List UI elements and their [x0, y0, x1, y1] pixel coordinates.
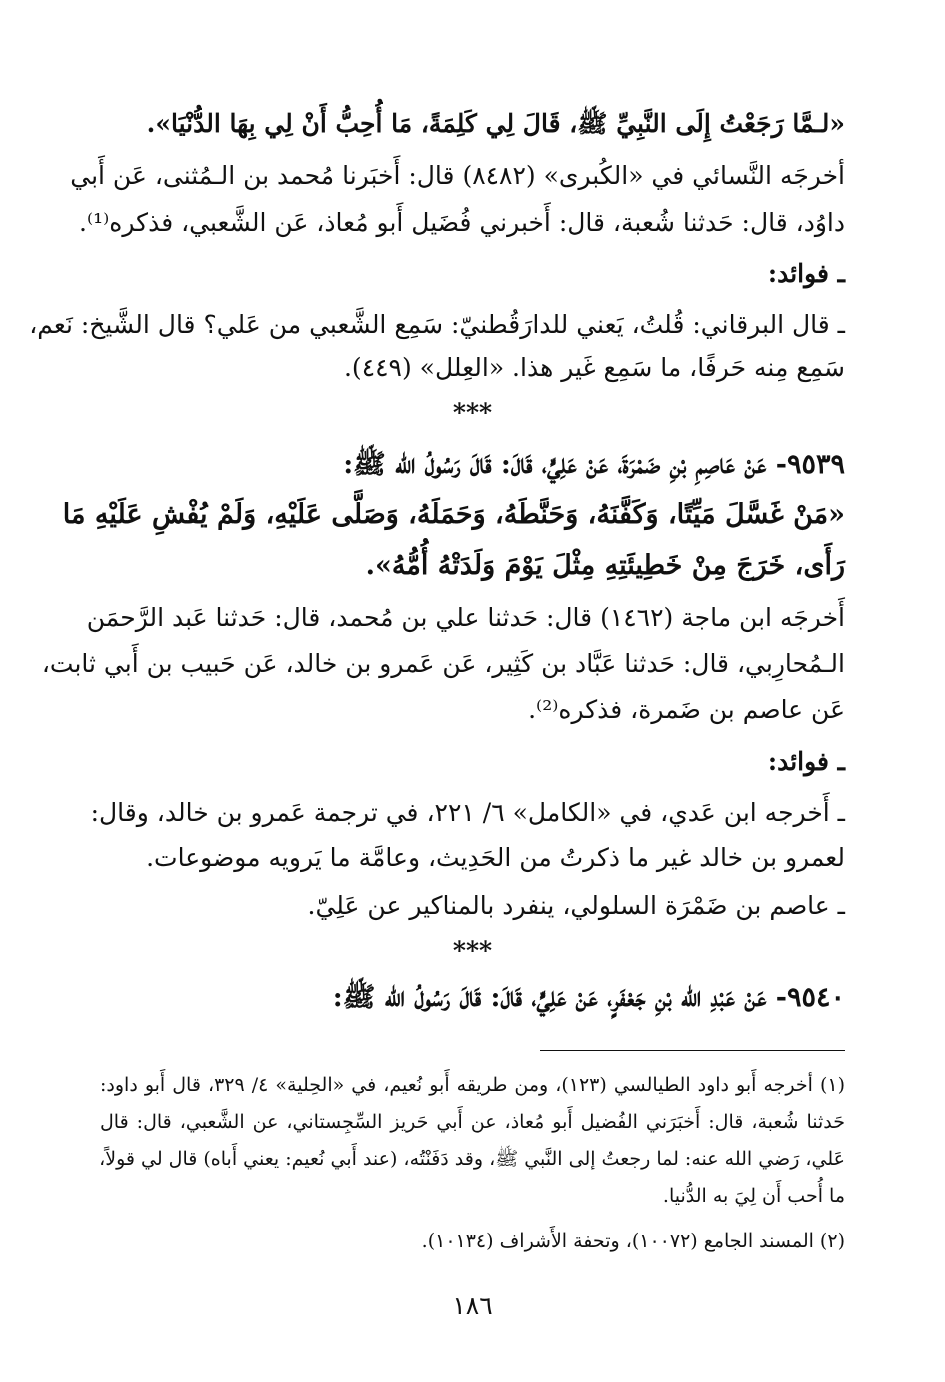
footnote-line: (٢) المسند الجامع (١٠٠٧٢)، وتحفة الأَشراف (١٠١٣٤). — [421, 1230, 845, 1252]
footnote-line: ما أُحب أَن لِيَ به الدُّنيا. — [662, 1185, 845, 1207]
section-heading: ـ فوائد: — [767, 747, 845, 776]
separator-stars: *** — [452, 398, 493, 427]
section-heading: ـ فوائد: — [767, 259, 845, 288]
text-line: الـمُحارِبي، قال: حَدثنا عَبَّاد بن كَثِير، عَن عَمرو بن خالد، عَن حَبيب بن أَبي ثابت، — [41, 649, 845, 678]
separator-stars: *** — [452, 936, 493, 965]
hadith-text-line: «مَنْ غَسَّلَ مَيِّتًا، وَكَفَّنَهُ، وَحَنَّطَهُ، وَحَمَلَهُ، وَصَلَّى عَلَيْهِ، وَلَمْ يُفْشِ عَلَيْهِ مَا — [62, 499, 845, 530]
page-number: ١٨٦ — [452, 1291, 493, 1320]
hadith-heading: ٩٥٤٠- عَنْ عَبْدِ الله بْنِ جَعْفَرٍ، عَنْ عَلِيٍّ، قَالَ: قَالَ رَسُولُ الله ﷺ: — [332, 982, 845, 1013]
quote-line: «لـمَّا رَجَعْتُ إِلَى النَّبِيِّ ﷺ، قَالَ لِي كَلِمَةً، مَا أُحِبُّ أَنْ لِي بِهَا الدُّنْيَا». — [146, 109, 845, 138]
text-line: أَخرجَه ابن ماجة (١٤٦٢) قال: حَدثنا علي بن مُحمد، قال: حَدثنا عَبد الرَّحمَن — [86, 603, 845, 632]
hadith-text-line: رَأَى، خَرَجَ مِنْ خَطِيئَتِهِ مِثْلَ يَوْمَ وَلَدَتْهُ أُمُّهُ». — [365, 550, 845, 581]
text-line: ـ قال البرقاني: قُلتُ، يَعني للدارَقُطنيّ: سَمِع الشَّعبي من عَلي؟ قال الشَّيخ: نَعم، — [29, 310, 845, 339]
text-line: ـ عاصم بن ضَمْرَة السلولي، ينفرد بالمناكير عن عَلِيّ. — [307, 891, 845, 920]
text-line: داوُد، قال: حَدثنا شُعبة، قال: أَخبرني فُضَيل أَبو مُعاذ، عَن الشَّعبي، فذكره⁽¹⁾. — [79, 208, 845, 237]
footnote-rule — [540, 1050, 845, 1051]
text-line: لعمرو بن خالد غير ما ذكرتُ من الحَدِيث، وعامَّة ما يَرويه موضوعات. — [146, 843, 845, 872]
footnote-line: حَدثنا شُعبة، قال: أَخبَرَني الفُضيل أَبو مُعاذ، عن أَبي حَريز السِّجِستاني، عن الشَّعبي، قال: قال — [100, 1111, 845, 1133]
text-line: أخرجَه النَّسائي في «الكُبرى» (٨٤٨٢) قال: أَخبَرنا مُحمد بن الـمُثنى، عَن أَبي — [70, 161, 845, 190]
text-line: عَن عاصم بن ضَمرة، فذكره⁽²⁾. — [528, 695, 845, 724]
text-line: سَمِع مِنه حَرفًا، ما سَمِع غَير هذا. «العِلل» (٤٤٩). — [343, 353, 845, 382]
footnote-line: عَلي، رَضي الله عنه: لما رجعتُ إلى النَّبي ﷺ، وقد دَفَنْتُه، (عند أَبي نُعيم: يعني أَباه) قال لي قولاً، — [99, 1148, 845, 1170]
footnote-line: (١) أخرجه أَبو داود الطيالسي (١٢٣)، ومن طريقه أَبو نُعيم، في «الحِلية» ٤/ ٣٢٩، قال أَبو داود: — [100, 1074, 845, 1096]
text-line: ـ أَخرجه ابن عَدي، في «الكامل» ٦/ ٢٢١، في ترجمة عَمرو بن خالد، وقال: — [90, 798, 845, 827]
hadith-heading: ٩٥٣٩- عَنْ عَاصِمِ بْنِ ضَمْرَةَ، عَنْ عَلِيٍّ، قَالَ: قَالَ رَسُولُ الله ﷺ: — [343, 449, 845, 480]
